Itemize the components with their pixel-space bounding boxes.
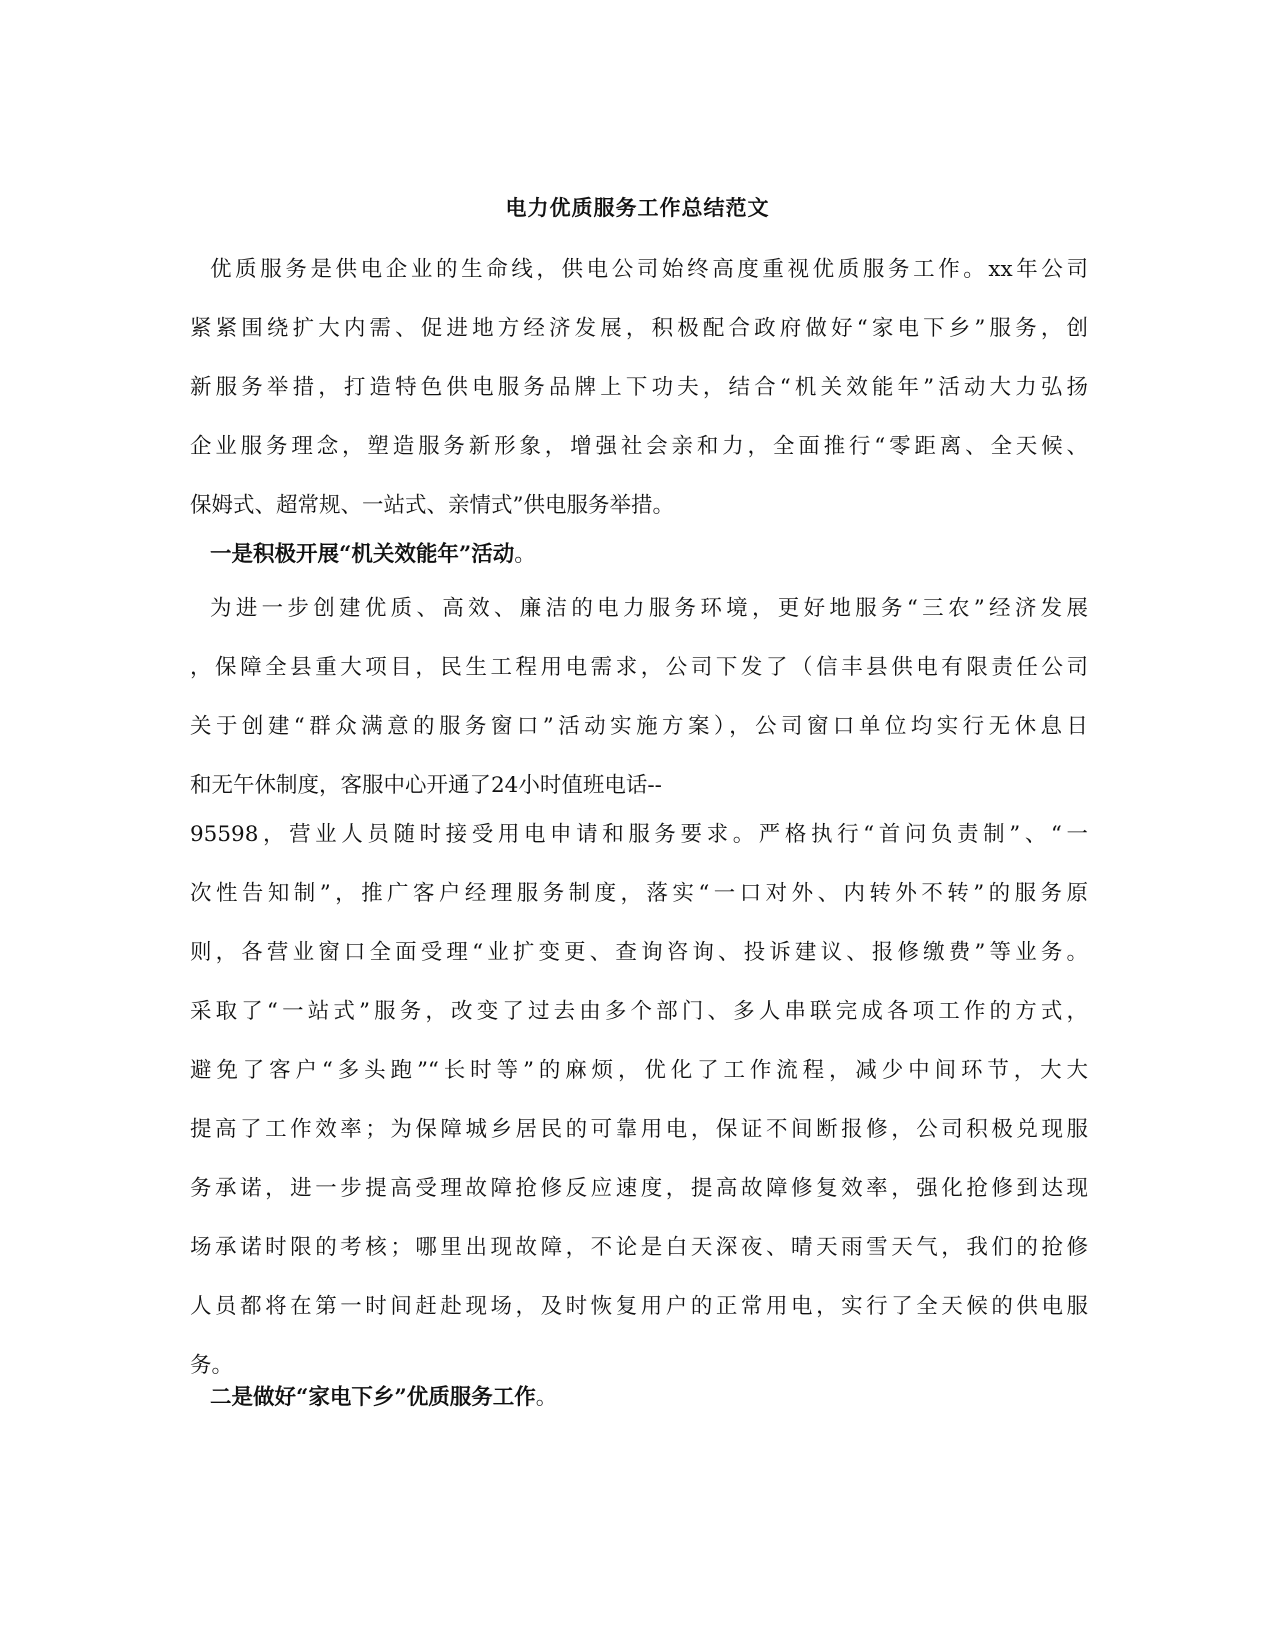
s1p1-line-1: 为进一步创建优质、高效、廉洁的电力服务环境，更好地服务“三农”经济发展 (210, 596, 1088, 621)
intro-line-5: 保姆式、超常规、一站式、亲情式”供电服务举措。 (190, 493, 674, 518)
section1-heading-stop: 。 (514, 542, 536, 567)
intro-line-3: 新服务举措，打造特色供电服务品牌上下功夫，结合“机关效能年”活动大力弘扬 (190, 375, 1088, 400)
intro-line-4: 企业服务理念，塑造服务新形象，增强社会亲和力，全面推行“零距离、全天候、 (190, 434, 1088, 459)
s1p1-line-2: ，保障全县重大项目，民生工程用电需求，公司下发了（信丰县供电有限责任公司 (190, 655, 1088, 680)
s1p2-line-9: 人员都将在第一时间赶赴现场，及时恢复用户的正常用电，实行了全天候的供电服 (190, 1294, 1088, 1319)
intro-line-2: 紧紧围绕扩大内需、促进地方经济发展，积极配合政府做好“家电下乡”服务，创 (190, 316, 1088, 341)
intro-line-1: 优质服务是供电企业的生命线，供电公司始终高度重视优质服务工作。xx年公司 (210, 257, 1088, 282)
section2-heading (210, 1380, 557, 1411)
section2-heading-stop: 。 (535, 1385, 558, 1410)
section1-heading-text: 一是积极开展“机关效能年”活动 (210, 542, 515, 567)
section1-heading (210, 537, 536, 568)
s1p2-line-1: 95598，营业人员随时接受用电申请和服务要求。严格执行“首问负责制”、“一 (190, 822, 1088, 847)
s1p2-line-3: 则，各营业窗口全面受理“业扩变更、查询咨询、投诉建议、报修缴费”等业务。 (190, 940, 1088, 965)
intro-paragraph (190, 240, 1088, 535)
s1p2-line-7: 务承诺，进一步提高受理故障抢修反应速度，提高故障修复效率，强化抢修到达现 (190, 1176, 1088, 1201)
document-title: 电力优质服务工作总结范文 (505, 195, 770, 220)
s1p1-line-3: 关于创建“群众满意的服务窗口”活动实施方案），公司窗口单位均实行无休息日 (190, 714, 1088, 739)
s1p2-line-8: 场承诺时限的考核；哪里出现故障，不论是白天深夜、晴天雨雪天气，我们的抢修 (190, 1235, 1088, 1260)
s1p2-line-6: 提高了工作效率；为保障城乡居民的可靠用电，保证不间断报修，公司积极兑现服 (190, 1117, 1088, 1142)
s1p2-line-10: 务。 (190, 1353, 234, 1378)
s1p2-line-4: 采取了“一站式”服务，改变了过去由多个部门、多人串联完成各项工作的方式， (190, 999, 1088, 1024)
s1p2-line-5: 避免了客户“多头跑”“长时等”的麻烦，优化了工作流程，减少中间环节，大大 (190, 1058, 1088, 1083)
s1p2-line-2: 次性告知制”，推广客户经理服务制度，落实“一口对外、内转外不转”的服务原 (190, 881, 1088, 906)
s1p1-line-4: 和无午休制度，客服中心开通了24小时值班电话-- (190, 773, 662, 798)
section2-heading-text: 二是做好“家电下乡”优质服务工作 (210, 1385, 536, 1410)
section1-paragraph-1 (190, 579, 1088, 815)
section1-paragraph-2 (190, 805, 1088, 1395)
